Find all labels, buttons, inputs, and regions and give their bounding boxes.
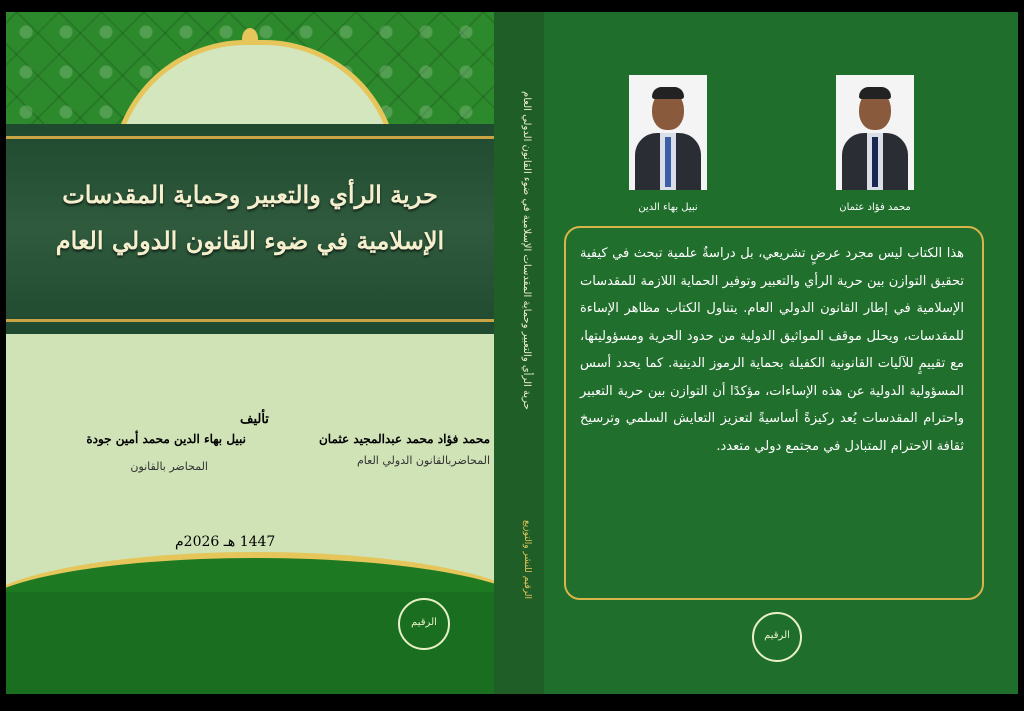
spine-title: حرية الرأي والتعبير وحماية المقدسات الإسلامية في ضوء القانون الدولي العام bbox=[521, 90, 532, 410]
author2-name: نبيل بهاء الدين محمد أمين جودة bbox=[86, 432, 246, 446]
gold-line-bottom bbox=[6, 319, 494, 322]
gold-line-top bbox=[6, 136, 494, 139]
author2-title: المحاضر بالقانون bbox=[130, 460, 208, 473]
author-label: تأليف bbox=[240, 412, 269, 427]
publication-year: 1447 هـ 2026م bbox=[175, 534, 276, 550]
front-cover bbox=[6, 12, 494, 694]
blurb-text: هذا الكتاب ليس مجرد عرضٍ تشريعي، بل دراسةٌ علمية تبحث في كيفية تحقيق التوازن بين حرية الرأي والتعبير وتوفير الحماية اللازمة للمقدسات الإسلامية في إطار القانون الدولي العام. يتناول الكتاب مظاهر الإساءة للمقدسات، ويحلل موقف المواثيق الدولية من حدود الحرية ومسؤوليتها، مع تقييمٍ للآليات القانونية الكفيلة بحماية الرموز الدينية. كما يحدد أسس المسؤولية الدولية عن هذه الإساءات، مؤكدًا أن التوازن بين حرية التعبير واحترام المقدسات يُعد ركيزةً أساسيةً لتعزيز التعايش السلمي وترسيخ ثقافة الاحترام المتبادل في مجتمع دولي متعدد. bbox=[580, 246, 964, 454]
photo-left-caption: نبيل بهاء الدين bbox=[638, 202, 698, 213]
photo-right-caption: محمد فؤاد عثمان bbox=[839, 202, 911, 213]
publisher-logo-back: الرقيم bbox=[752, 612, 802, 662]
hair bbox=[652, 87, 684, 99]
tie bbox=[872, 137, 878, 187]
author1-name: محمد فؤاد محمد عبدالمجيد عثمان bbox=[318, 432, 490, 446]
tie bbox=[665, 137, 671, 187]
spine-publisher: الرقيم للنشر والتوزيع bbox=[522, 520, 532, 599]
hair bbox=[859, 87, 891, 99]
author-photo-left bbox=[629, 75, 707, 190]
book-title: حرية الرأي والتعبير وحماية المقدسات الإسلامية في ضوء القانون الدولي العام bbox=[55, 180, 445, 255]
author1-title: المحاضربالقانون الدولي العام bbox=[356, 454, 490, 467]
author-photo-right bbox=[836, 75, 914, 190]
publisher-logo: الرقيم bbox=[398, 598, 450, 650]
